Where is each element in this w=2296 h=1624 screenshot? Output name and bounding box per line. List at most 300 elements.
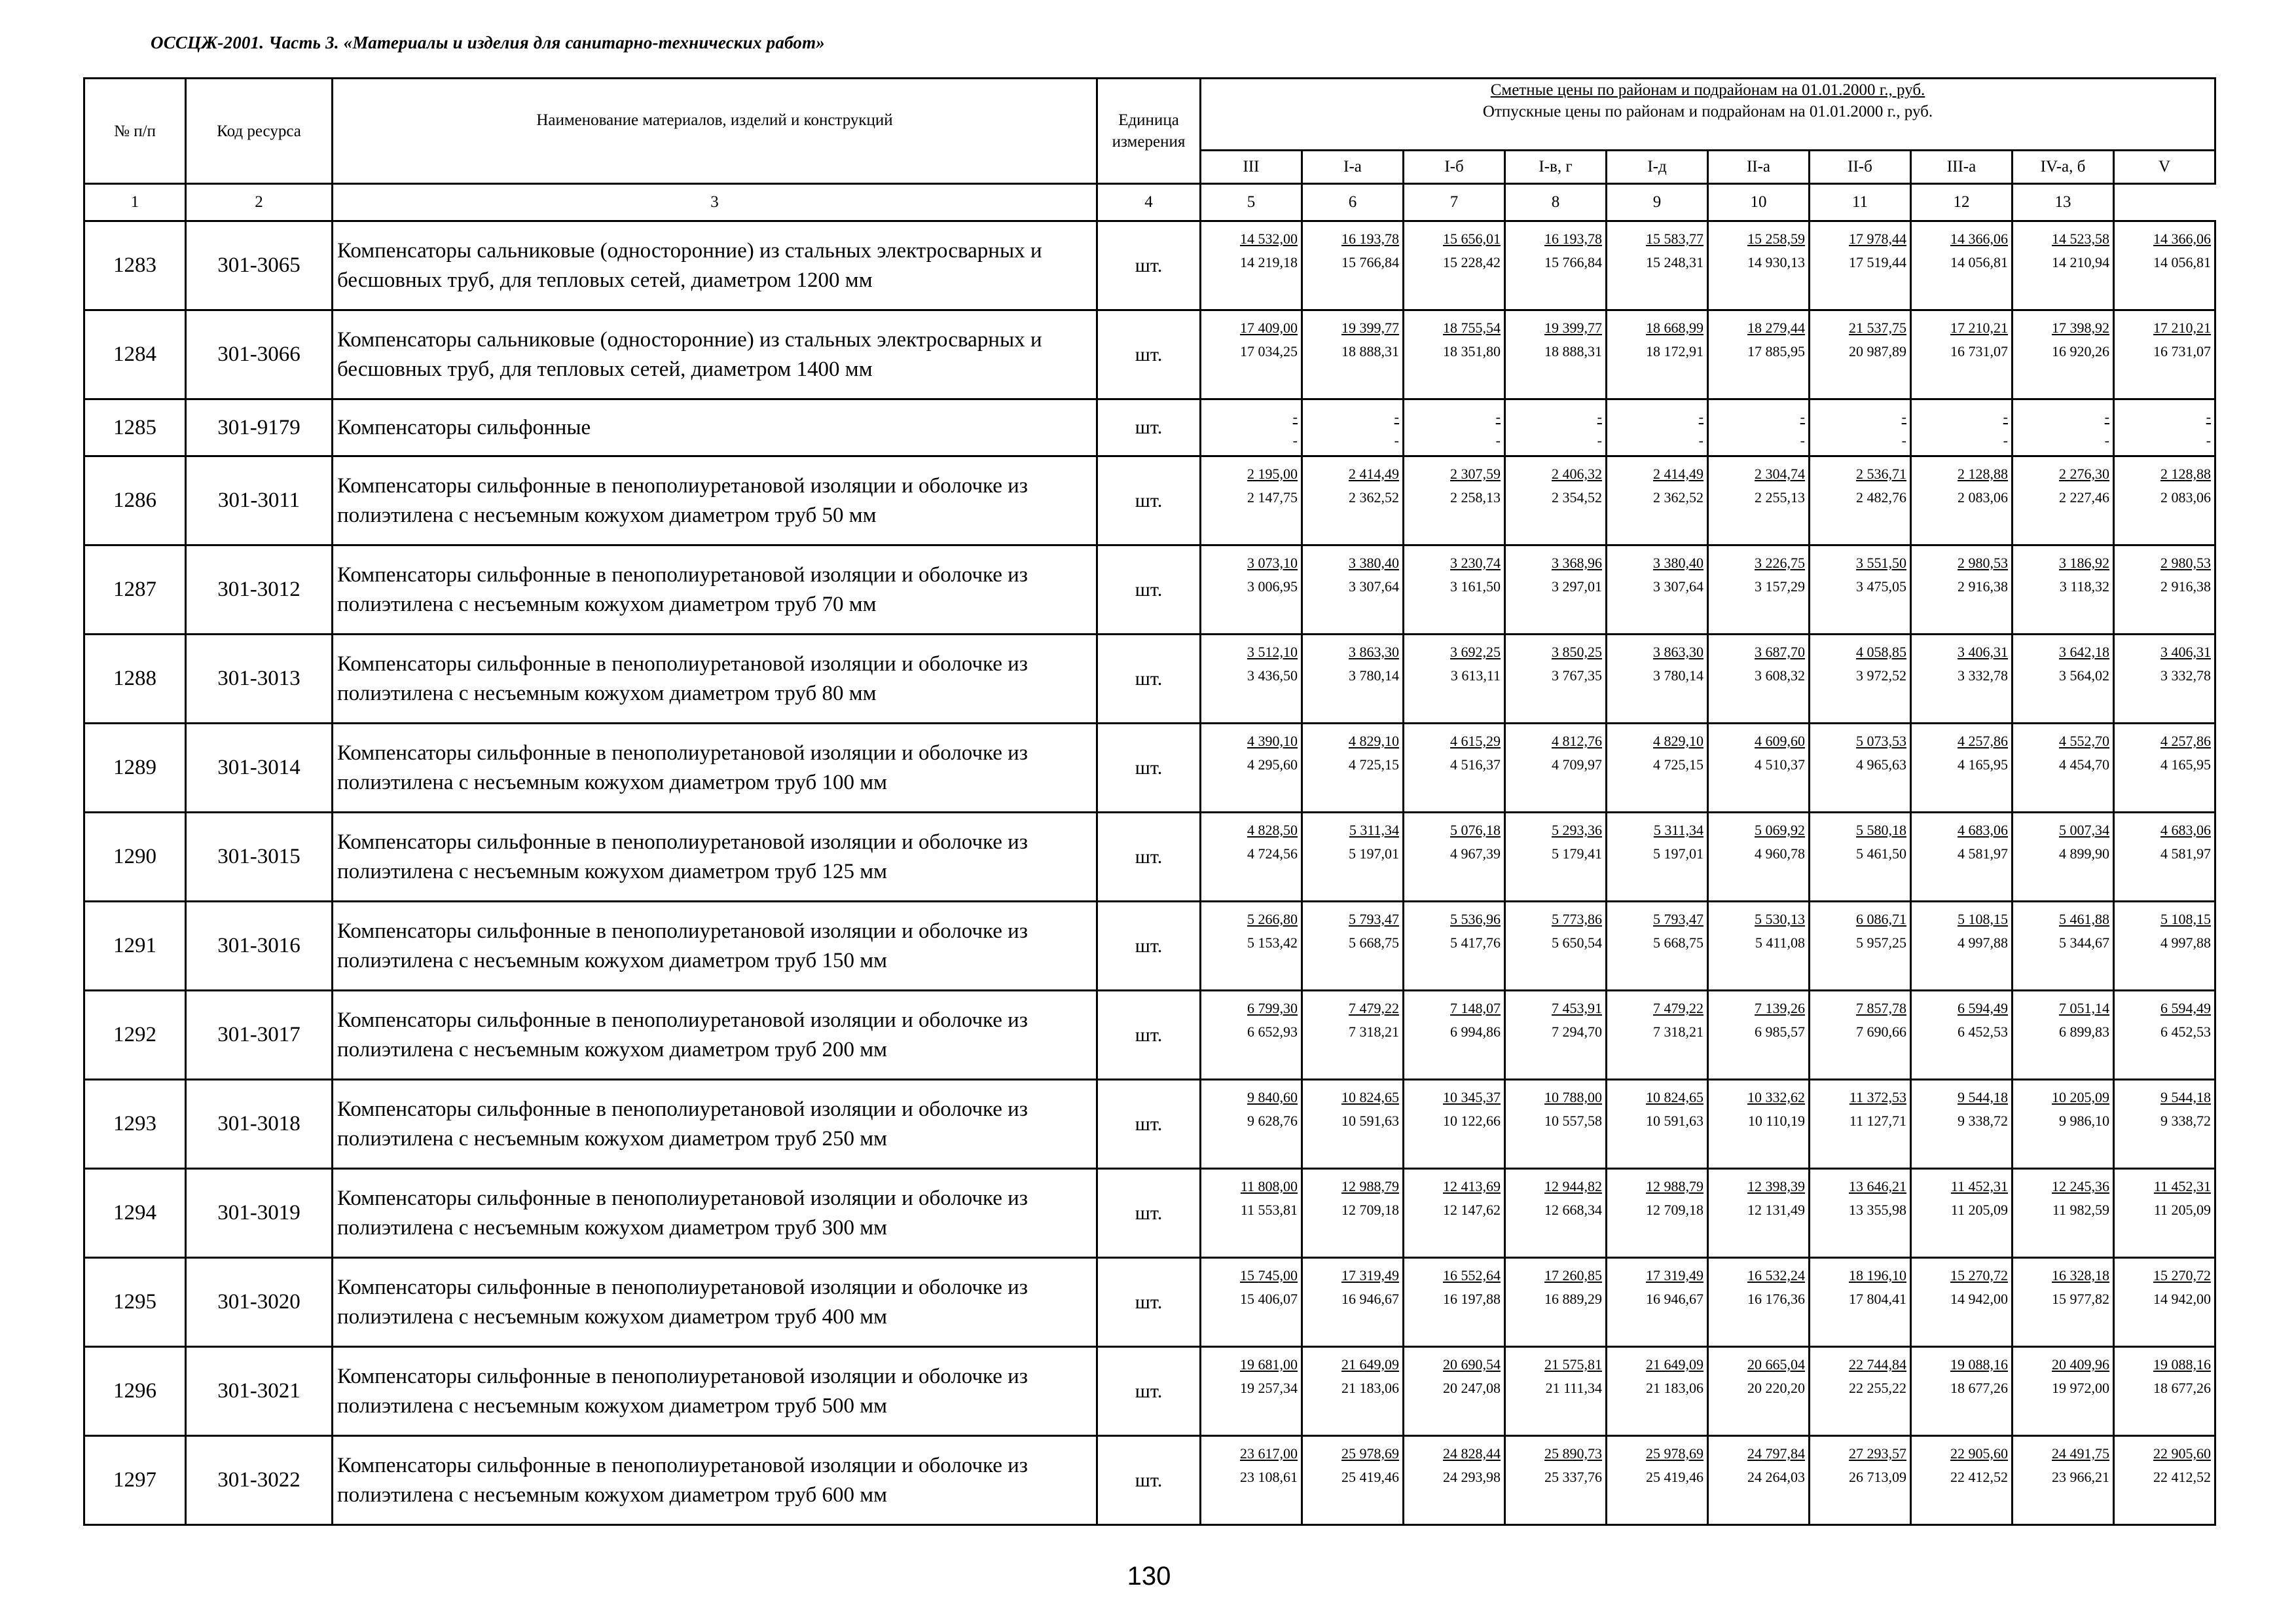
release-price: 3 307,64 xyxy=(1653,578,1704,595)
release-price: 5 179,41 xyxy=(1552,845,1602,862)
estimate-price: 16 532,24 xyxy=(1747,1267,1805,1283)
region-header: III-а xyxy=(1911,151,2013,184)
release-price: 3 297,01 xyxy=(1552,578,1602,595)
estimate-price: 20 665,04 xyxy=(1747,1356,1805,1373)
release-price: 4 960,78 xyxy=(1755,845,1805,862)
price-cell xyxy=(1810,1080,1911,1169)
unit-cell: шт. xyxy=(1097,902,1201,991)
estimate-price: 11 452,31 xyxy=(2153,1178,2212,1194)
item-name: Компенсаторы сильфонные в пенополиуретановой изоляции и оболочке из полиэтилена с несъемным кожухом диаметром труб 80 мм xyxy=(333,635,1097,724)
estimate-price: 22 744,84 xyxy=(1849,1356,1906,1373)
price-cell xyxy=(1708,902,1810,991)
resource-code: 301-3011 xyxy=(186,456,333,545)
release-price: 5 411,08 xyxy=(1755,934,1805,951)
resource-code: 301-3015 xyxy=(186,813,333,902)
estimate-price: 14 366,06 xyxy=(2153,231,2212,247)
column-number: 7 xyxy=(1404,184,1505,221)
item-name: Компенсаторы сильфонные в пенополиуретановой изоляции и оболочке из полиэтилена с несъемным кожухом диаметром труб 100 мм xyxy=(333,724,1097,813)
estimate-price: 5 793,47 xyxy=(1653,911,1704,927)
release-price: 13 355,98 xyxy=(1849,1202,1906,1218)
item-name: Компенсаторы сильфонные в пенополиуретановой изоляции и оболочке из полиэтилена с несъемным кожухом диаметром труб 200 мм xyxy=(333,991,1097,1080)
price-cell xyxy=(1201,545,1302,635)
release-price: 15 406,07 xyxy=(1240,1291,1298,1307)
estimate-price: 12 944,82 xyxy=(1544,1178,1602,1194)
release-price: 19 257,34 xyxy=(1240,1380,1298,1396)
price-cell xyxy=(1607,545,1708,635)
price-cell xyxy=(1302,991,1404,1080)
unit-cell: шт. xyxy=(1097,399,1201,456)
region-header: II-б xyxy=(1810,151,1911,184)
estimate-price: 4 683,06 xyxy=(2160,822,2212,838)
unit-cell: шт. xyxy=(1097,724,1201,813)
release-price: 14 056,81 xyxy=(1950,254,2008,270)
table-row xyxy=(84,902,2215,991)
release-price: - xyxy=(1901,432,1906,449)
release-price: 2 255,13 xyxy=(1755,489,1805,506)
release-price: 21 111,34 xyxy=(1545,1380,1602,1396)
region-header: I-б xyxy=(1404,151,1505,184)
release-price: 4 997,88 xyxy=(1958,934,2008,951)
price-cell xyxy=(1404,813,1505,902)
release-price: 10 591,63 xyxy=(1341,1113,1399,1129)
row-number: 1285 xyxy=(84,399,186,456)
unit-cell: шт. xyxy=(1097,813,1201,902)
price-cell xyxy=(2013,1080,2114,1169)
price-cell xyxy=(1404,1436,1505,1525)
estimate-price: 4 829,10 xyxy=(1653,733,1704,749)
estimate-price: 3 406,31 xyxy=(2160,644,2212,660)
release-price: 16 889,29 xyxy=(1544,1291,1602,1307)
release-price: - xyxy=(1394,432,1399,449)
release-price: 6 899,83 xyxy=(2059,1024,2109,1040)
price-cell xyxy=(1302,1436,1404,1525)
price-cell xyxy=(1810,1258,1911,1347)
estimate-price: 16 193,78 xyxy=(1341,231,1399,247)
release-price: 2 083,06 xyxy=(2160,489,2212,506)
row-number: 1296 xyxy=(84,1347,186,1436)
item-name: Компенсаторы сильфонные в пенополиуретановой изоляции и оболочке из полиэтилена с несъемным кожухом диаметром труб 500 мм xyxy=(333,1347,1097,1436)
estimate-price: 5 773,86 xyxy=(1552,911,1602,927)
header-unit: Единица измерения xyxy=(1097,79,1201,184)
item-name: Компенсаторы сильфонные в пенополиуретановой изоляции и оболочке из полиэтилена с несъемным кожухом диаметром труб 125 мм xyxy=(333,813,1097,902)
price-cell xyxy=(1302,310,1404,399)
estimate-price: 17 409,00 xyxy=(1240,320,1298,336)
estimate-price: 2 980,53 xyxy=(2160,555,2212,571)
price-cell xyxy=(1810,1436,1911,1525)
row-number: 1290 xyxy=(84,813,186,902)
column-number: 10 xyxy=(1708,184,1810,221)
release-price: 3 564,02 xyxy=(2059,667,2109,684)
price-cell xyxy=(1404,724,1505,813)
price-cell xyxy=(1708,456,1810,545)
release-price: 3 006,95 xyxy=(1247,578,1298,595)
price-cell xyxy=(1404,1258,1505,1347)
estimate-price: 10 332,62 xyxy=(1747,1089,1805,1105)
release-price: 21 183,06 xyxy=(1341,1380,1399,1396)
estimate-price: 15 270,72 xyxy=(2153,1267,2212,1283)
estimate-price: 3 186,92 xyxy=(2059,555,2109,571)
price-cell xyxy=(1302,813,1404,902)
release-price: 16 197,88 xyxy=(1443,1291,1501,1307)
price-cell xyxy=(2013,399,2114,456)
resource-code: 301-3022 xyxy=(186,1436,333,1525)
estimate-price: 3 406,31 xyxy=(1958,644,2008,660)
unit-cell: шт. xyxy=(1097,1080,1201,1169)
column-number: 11 xyxy=(1810,184,1911,221)
resource-code: 301-9179 xyxy=(186,399,333,456)
price-cell xyxy=(1505,1347,1607,1436)
price-cell xyxy=(1201,813,1302,902)
estimate-price: 16 193,78 xyxy=(1544,231,1602,247)
release-price: 3 972,52 xyxy=(1856,667,1906,684)
estimate-price: 5 108,15 xyxy=(2160,911,2212,927)
price-cell xyxy=(2013,1169,2114,1258)
estimate-price: 5 536,96 xyxy=(1450,911,1501,927)
estimate-price: 11 452,31 xyxy=(1950,1178,2008,1194)
unit-cell: шт. xyxy=(1097,456,1201,545)
item-name: Компенсаторы сильфонные в пенополиуретановой изоляции и оболочке из полиэтилена с несъемным кожухом диаметром труб 250 мм xyxy=(333,1080,1097,1169)
release-price: 4 165,95 xyxy=(1958,756,2008,773)
release-price: 14 942,00 xyxy=(2153,1291,2212,1307)
release-price: 6 452,53 xyxy=(2160,1024,2212,1040)
price-cell xyxy=(1302,456,1404,545)
estimate-price: 17 319,49 xyxy=(1646,1267,1704,1283)
resource-code: 301-3012 xyxy=(186,545,333,635)
release-price: 3 332,78 xyxy=(2160,667,2212,684)
price-cell xyxy=(1607,310,1708,399)
price-cell xyxy=(1911,221,2013,310)
price-cell xyxy=(1201,991,1302,1080)
estimate-price: - xyxy=(2003,409,2008,425)
price-cell xyxy=(1911,635,2013,724)
table-row xyxy=(84,1080,2215,1169)
estimate-price: - xyxy=(1597,409,1602,425)
unit-cell: шт. xyxy=(1097,221,1201,310)
estimate-price: - xyxy=(1698,409,1704,425)
estimate-price: 23 617,00 xyxy=(1240,1445,1298,1462)
release-price: 4 724,56 xyxy=(1247,845,1298,862)
release-price: 6 985,57 xyxy=(1755,1024,1805,1040)
release-price: 3 780,14 xyxy=(1653,667,1704,684)
price-cell xyxy=(1607,991,1708,1080)
price-cell xyxy=(1302,635,1404,724)
release-price: 15 766,84 xyxy=(1341,254,1399,270)
table-row xyxy=(84,221,2215,310)
price-cell xyxy=(1911,310,2013,399)
price-cell xyxy=(1607,1347,1708,1436)
release-price: 11 205,09 xyxy=(2153,1202,2212,1218)
estimate-price: 3 368,96 xyxy=(1552,555,1602,571)
release-price: 3 161,50 xyxy=(1450,578,1501,595)
price-cell xyxy=(2013,1436,2114,1525)
unit-cell: шт. xyxy=(1097,545,1201,635)
estimate-price: 4 615,29 xyxy=(1450,733,1501,749)
release-price: 18 677,26 xyxy=(1950,1380,2008,1396)
release-price: 14 219,18 xyxy=(1240,254,1298,270)
release-price: 24 264,03 xyxy=(1747,1469,1805,1485)
estimate-price: 15 270,72 xyxy=(1950,1267,2008,1283)
price-cell xyxy=(2114,1080,2215,1169)
price-cell xyxy=(1505,724,1607,813)
estimate-price: 2 414,49 xyxy=(1349,466,1399,482)
estimate-price: 15 258,59 xyxy=(1747,231,1805,247)
estimate-price: 19 399,77 xyxy=(1341,320,1399,336)
estimate-price: 4 683,06 xyxy=(1958,822,2008,838)
price-cell xyxy=(1505,1436,1607,1525)
price-cell xyxy=(1911,724,2013,813)
estimate-price: 17 978,44 xyxy=(1849,231,1906,247)
release-price: 14 210,94 xyxy=(2052,254,2109,270)
release-price: - xyxy=(2104,432,2109,449)
release-price: - xyxy=(1800,432,1805,449)
resource-code: 301-3020 xyxy=(186,1258,333,1347)
price-cell xyxy=(2114,545,2215,635)
release-price: 11 553,81 xyxy=(1240,1202,1298,1218)
price-cell xyxy=(1911,545,2013,635)
estimate-price: 5 793,47 xyxy=(1349,911,1399,927)
price-cell xyxy=(2114,456,2215,545)
price-cell xyxy=(1505,399,1607,456)
price-cell xyxy=(1404,902,1505,991)
release-price: 11 205,09 xyxy=(1950,1202,2008,1218)
release-price: 10 122,66 xyxy=(1443,1113,1501,1129)
price-cell xyxy=(1810,991,1911,1080)
estimate-price: 14 523,58 xyxy=(2052,231,2109,247)
price-cell xyxy=(1505,310,1607,399)
release-price: 5 197,01 xyxy=(1653,845,1704,862)
table-row xyxy=(84,1169,2215,1258)
price-cell xyxy=(1810,724,1911,813)
estimate-price: 7 857,78 xyxy=(1856,1000,1906,1016)
price-cell xyxy=(1201,1080,1302,1169)
estimate-price: 5 076,18 xyxy=(1450,822,1501,838)
release-price: - xyxy=(1698,432,1704,449)
release-price: 4 454,70 xyxy=(2059,756,2109,773)
price-cell xyxy=(1810,221,1911,310)
price-cell xyxy=(1708,545,1810,635)
table-row xyxy=(84,1347,2215,1436)
release-price: 3 608,32 xyxy=(1755,667,1805,684)
price-cell xyxy=(2013,1347,2114,1436)
estimate-price: 7 479,22 xyxy=(1653,1000,1704,1016)
price-cell xyxy=(1404,399,1505,456)
release-price: 6 994,86 xyxy=(1450,1024,1501,1040)
price-cell xyxy=(2114,1169,2215,1258)
price-cell xyxy=(1505,1080,1607,1169)
release-price: - xyxy=(1292,432,1298,449)
release-price: 23 966,21 xyxy=(2052,1469,2109,1485)
running-title: ОССЦЖ-2001. Часть 3. «Материалы и изделия для санитарно-технических работ» xyxy=(151,33,825,52)
estimate-price: 11 372,53 xyxy=(1849,1089,1906,1105)
table-row xyxy=(84,310,2215,399)
release-price: 5 417,76 xyxy=(1450,934,1501,951)
resource-code: 301-3013 xyxy=(186,635,333,724)
price-cell xyxy=(1708,1347,1810,1436)
price-cell xyxy=(1201,1347,1302,1436)
estimate-price: 5 530,13 xyxy=(1755,911,1805,927)
unit-cell: шт. xyxy=(1097,310,1201,399)
price-cell xyxy=(2013,545,2114,635)
estimate-price: 2 307,59 xyxy=(1450,466,1501,482)
price-cell xyxy=(1911,456,2013,545)
resource-code: 301-3017 xyxy=(186,991,333,1080)
release-price: 2 362,52 xyxy=(1653,489,1704,506)
estimate-price: 10 205,09 xyxy=(2052,1089,2109,1105)
estimate-price: 2 536,71 xyxy=(1856,466,1906,482)
release-price: 3 436,50 xyxy=(1247,667,1298,684)
price-cell xyxy=(1708,310,1810,399)
price-cell xyxy=(1911,1258,2013,1347)
row-number: 1283 xyxy=(84,221,186,310)
estimate-price: 14 366,06 xyxy=(1950,231,2008,247)
release-price: 9 338,72 xyxy=(1958,1113,2008,1129)
item-name: Компенсаторы сильфонные в пенополиуретановой изоляции и оболочке из полиэтилена с несъемным кожухом диаметром труб 150 мм xyxy=(333,902,1097,991)
estimate-price: 2 128,88 xyxy=(1958,466,2008,482)
column-number: 8 xyxy=(1505,184,1607,221)
price-cell xyxy=(2114,1347,2215,1436)
release-price: 16 946,67 xyxy=(1646,1291,1704,1307)
price-cell xyxy=(1911,813,2013,902)
estimate-price: 21 537,75 xyxy=(1849,320,1906,336)
release-price: 9 628,76 xyxy=(1247,1113,1298,1129)
unit-cell: шт. xyxy=(1097,991,1201,1080)
price-cell xyxy=(2114,1258,2215,1347)
release-price: 2 916,38 xyxy=(2160,578,2212,595)
estimate-price: 5 266,80 xyxy=(1247,911,1298,927)
estimate-price: 18 196,10 xyxy=(1849,1267,1906,1283)
estimate-price: - xyxy=(1800,409,1805,425)
estimate-price: 6 086,71 xyxy=(1856,911,1906,927)
release-price: 3 780,14 xyxy=(1349,667,1399,684)
price-cell xyxy=(1404,635,1505,724)
price-cell xyxy=(1708,813,1810,902)
item-name: Компенсаторы сильфонные в пенополиуретановой изоляции и оболочке из полиэтилена с несъемным кожухом диаметром труб 400 мм xyxy=(333,1258,1097,1347)
row-number: 1295 xyxy=(84,1258,186,1347)
release-price: 9 338,72 xyxy=(2160,1113,2212,1129)
item-name: Компенсаторы сильфонные в пенополиуретановой изоляции и оболочке из полиэтилена с несъемным кожухом диаметром труб 70 мм xyxy=(333,545,1097,635)
column-number: 13 xyxy=(2013,184,2114,221)
region-header: V xyxy=(2114,151,2215,184)
release-price: 4 725,15 xyxy=(1653,756,1704,773)
release-price: 25 337,76 xyxy=(1544,1469,1602,1485)
estimate-price: 3 642,18 xyxy=(2059,644,2109,660)
release-price: 2 227,46 xyxy=(2059,489,2109,506)
estimate-price: 22 905,60 xyxy=(2153,1445,2212,1462)
price-cell xyxy=(1201,1169,1302,1258)
release-price: 10 110,19 xyxy=(1747,1113,1805,1129)
release-price: - xyxy=(1495,432,1501,449)
estimate-price: 12 398,39 xyxy=(1747,1178,1805,1194)
resource-code: 301-3019 xyxy=(186,1169,333,1258)
price-cell xyxy=(1607,813,1708,902)
estimate-price: 24 491,75 xyxy=(2052,1445,2109,1462)
price-cell xyxy=(1607,1436,1708,1525)
price-cell xyxy=(1302,399,1404,456)
estimate-price: 18 668,99 xyxy=(1646,320,1704,336)
price-cell xyxy=(1911,902,2013,991)
item-name: Компенсаторы сильфонные xyxy=(333,399,1097,456)
release-price: 2 482,76 xyxy=(1856,489,1906,506)
table-row xyxy=(84,1258,2215,1347)
estimate-price: 11 808,00 xyxy=(1240,1178,1298,1194)
price-cell xyxy=(2013,635,2114,724)
price-cell xyxy=(1911,1080,2013,1169)
unit-cell: шт. xyxy=(1097,1436,1201,1525)
estimate-price: 17 398,92 xyxy=(2052,320,2109,336)
estimate-price: 15 583,77 xyxy=(1646,231,1704,247)
release-price: 2 258,13 xyxy=(1450,489,1501,506)
header-num: № п/п xyxy=(84,79,186,184)
price-cell xyxy=(1302,221,1404,310)
column-number: 1 xyxy=(84,184,186,221)
resource-code: 301-3021 xyxy=(186,1347,333,1436)
price-cell xyxy=(2114,399,2215,456)
price-cell xyxy=(1708,724,1810,813)
price-cell xyxy=(1708,1436,1810,1525)
column-number: 4 xyxy=(1097,184,1201,221)
estimate-price: 6 594,49 xyxy=(2160,1000,2212,1016)
release-price: - xyxy=(2003,432,2008,449)
table-row xyxy=(84,813,2215,902)
estimate-price: 21 649,09 xyxy=(1646,1356,1704,1373)
estimate-price: 25 978,69 xyxy=(1646,1445,1704,1462)
region-header: II-а xyxy=(1708,151,1810,184)
release-price: 15 248,31 xyxy=(1646,254,1704,270)
estimate-price: 4 812,76 xyxy=(1552,733,1602,749)
price-cell xyxy=(2013,724,2114,813)
estimate-price: 13 646,21 xyxy=(1849,1178,1906,1194)
release-price: 2 147,75 xyxy=(1247,489,1298,506)
header-release-title: Отпускные цены по районам и подрайонам на 01.01.2000 г., руб. xyxy=(1482,103,1933,120)
price-cell xyxy=(1201,1436,1302,1525)
estimate-price: 6 799,30 xyxy=(1247,1000,1298,1016)
row-number: 1297 xyxy=(84,1436,186,1525)
estimate-price: 3 850,25 xyxy=(1552,644,1602,660)
release-price: 19 972,00 xyxy=(2052,1380,2109,1396)
column-number: 12 xyxy=(1911,184,2013,221)
release-price: 5 344,67 xyxy=(2059,934,2109,951)
price-cell xyxy=(2013,221,2114,310)
release-price: 12 668,34 xyxy=(1544,1202,1602,1218)
price-cell xyxy=(1302,902,1404,991)
release-price: 6 452,53 xyxy=(1958,1024,2008,1040)
price-cell xyxy=(1201,724,1302,813)
price-cell xyxy=(1505,991,1607,1080)
estimate-price: 3 380,40 xyxy=(1349,555,1399,571)
header-prices xyxy=(1201,79,2215,151)
release-price: 14 056,81 xyxy=(2153,254,2212,270)
table-row xyxy=(84,635,2215,724)
estimate-price: 18 755,54 xyxy=(1443,320,1501,336)
price-cell xyxy=(2114,902,2215,991)
estimate-price: - xyxy=(2104,409,2109,425)
price-cell xyxy=(2114,991,2215,1080)
estimate-price: 7 453,91 xyxy=(1552,1000,1602,1016)
estimate-price: 24 797,84 xyxy=(1747,1445,1805,1462)
estimate-price: 2 414,49 xyxy=(1653,466,1704,482)
row-number: 1293 xyxy=(84,1080,186,1169)
price-cell xyxy=(1810,635,1911,724)
estimate-price: - xyxy=(1495,409,1501,425)
estimate-price: 7 148,07 xyxy=(1450,1000,1501,1016)
release-price: 12 131,49 xyxy=(1747,1202,1805,1218)
release-price: 22 412,52 xyxy=(1950,1469,2008,1485)
estimate-price: 19 681,00 xyxy=(1240,1356,1298,1373)
price-cell xyxy=(1708,635,1810,724)
region-header: I-в, г xyxy=(1505,151,1607,184)
unit-cell: шт. xyxy=(1097,1258,1201,1347)
price-table xyxy=(83,77,2216,1526)
